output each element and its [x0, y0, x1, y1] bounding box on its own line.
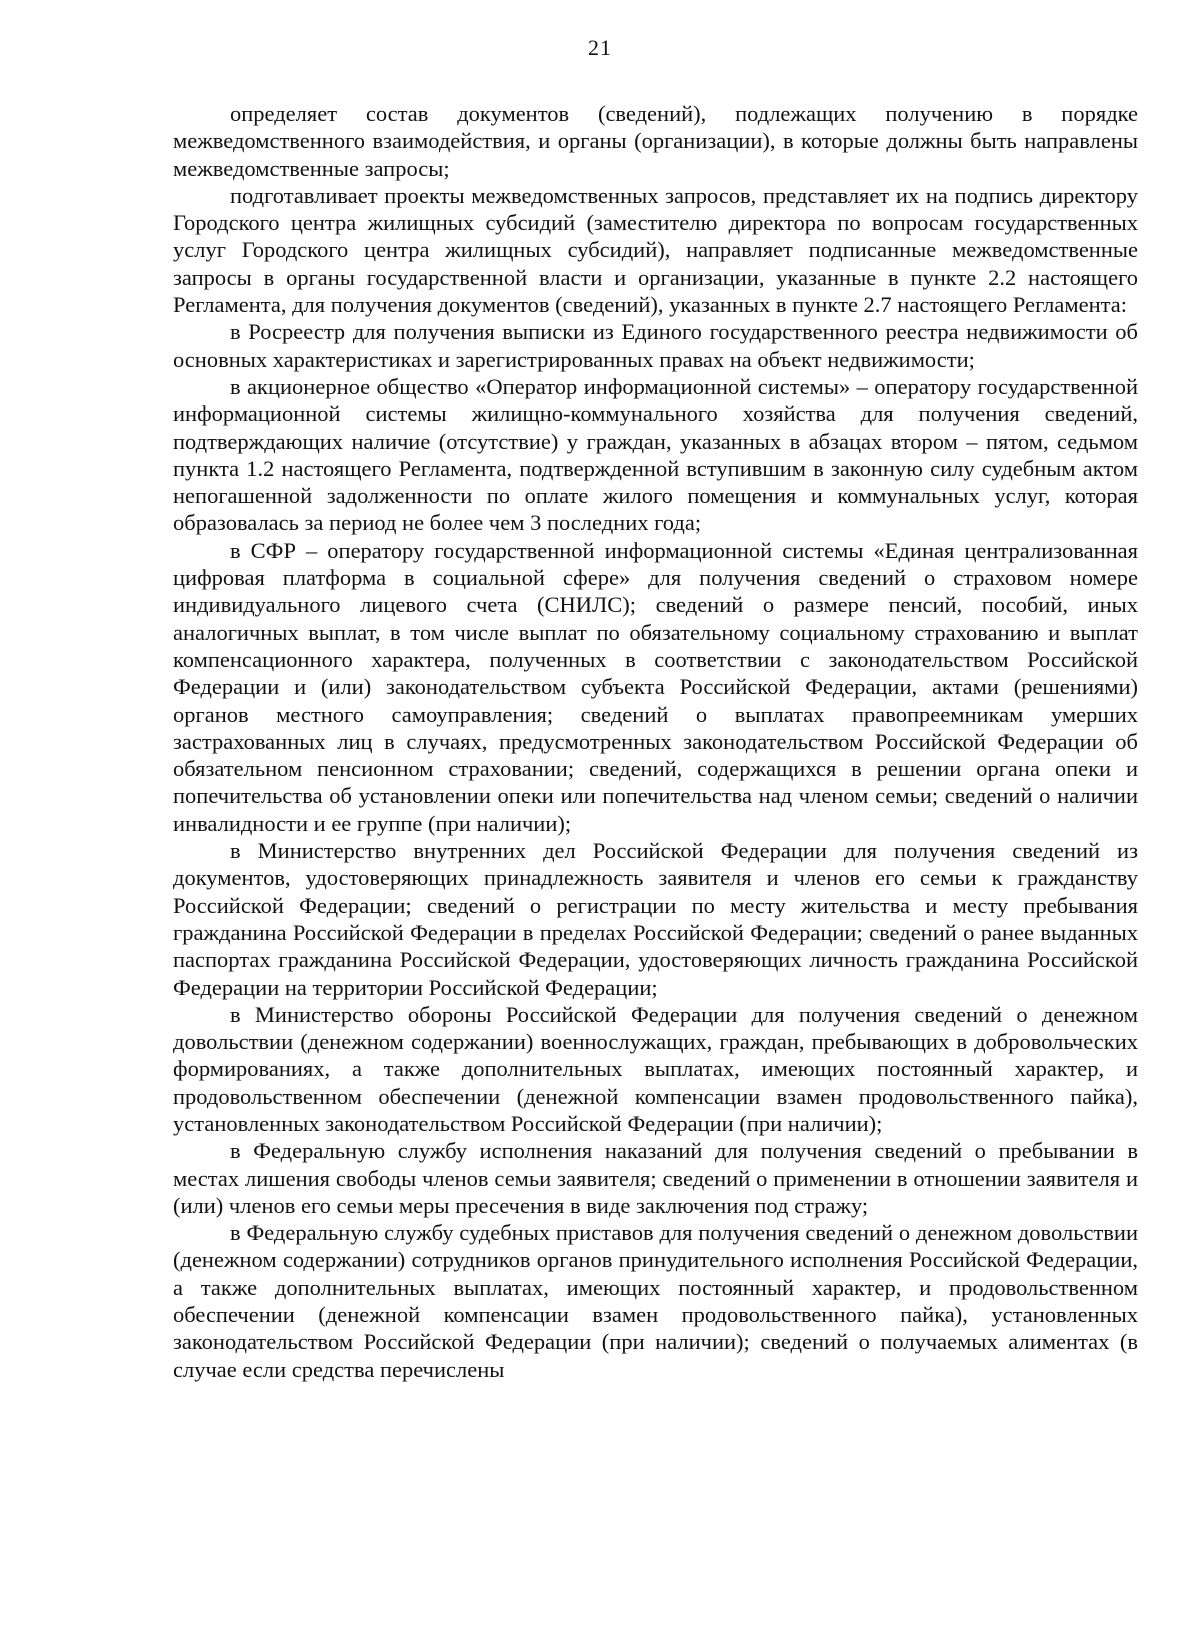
- paragraph-prepares-requests: подготавливает проекты межведомственных запросов, представляет их на подпись директору Городского центра жилищных субсидий (заместителю директора по вопросам государственных услуг Городского центра жилищных субсидий), направляет подписанные межведомственные запросы в органы государственной власти и организации, указанные в пункте 2.2 настоящего Регламента, для получения документов (сведений), указанных в пункте 2.7 настоящего Регламента:: [173, 182, 1138, 318]
- paragraph-defense-ministry: в Министерство обороны Российской Федерации для получения сведений о денежном довольствии (денежном содержании) военнослужащих, граждан, пребывающих в добровольческих формированиях, а также дополнительных выплатах, имеющих постоянный характер, и продовольственном обеспечении (денежной компенсации взамен продовольственного пайка), установленных законодательством Российской Федерации (при наличии);: [173, 1001, 1138, 1136]
- paragraph-bailiffs-service: в Федеральную службу судебных приставов для получения сведений о денежном довольствии (денежном содержании) сотрудников органов принудительного исполнения Российской Федерации, а также дополнительных выплатах, имеющих постоянный характер, и продовольственном обеспечении (денежной компенсации взамен продовольственного пайка), установленных законодательством Российской Федерации (при наличии); сведений о получаемых алиментах (в случае если средства перечислены: [173, 1220, 1138, 1382]
- paragraph-interior-ministry: в Министерство внутренних дел Российской Федерации для получения сведений из документов, удостоверяющих принадлежность заявителя и членов его семьи к гражданству Российской Федерации; сведений о регистрации по месту жительства и месту пребывания гражданина Российской Федерации в пределах Российской Федерации; сведений о ранее выданных паспортах гражданина Российской Федерации, удостоверяющих личность гражданина Российской Федерации на территории Российской Федерации;: [173, 838, 1138, 1000]
- paragraph-information-system-operator: в акционерное общество «Оператор информационной системы» – оператору государственной информационной системы жилищно-коммунального хозяйства для получения сведений, подтверждающих наличие (отсутствие) у граждан, указанных в абзацах втором – пятом, седьмом пункта 1.2 настоящего Регламента, подтвержденной вступившим в законную силу судебным актом непогашенной задолженности по оплате жилого помещения и коммунальных услуг, которая образовалась за период не более чем 3 последних года;: [173, 373, 1138, 536]
- document-body: [173, 100, 1138, 1383]
- paragraph-penitentiary-service: в Федеральную службу исполнения наказаний для получения сведений о пребывании в местах лишения свободы членов семьи заявителя; сведений о применении в отношении заявителя и (или) членов его семьи меры пресечения в виде заключения под стражу;: [173, 1138, 1138, 1218]
- paragraph-sfr: в СФР – оператору государственной информационной системы «Единая централизованная цифровая платформа в социальной сфере» для получения сведений о страховом номере индивидуального лицевого счета (СНИЛС); сведений о размере пенсий, пособий, иных аналогичных выплат, в том числе выплат по обязательному социальному страхованию и выплат компенсационного характера, полученных в соответствии с законодательством Российской Федерации и (или) законодательством субъекта Российской Федерации, актами (решениями) органов местного самоуправления; сведений о выплатах правопреемникам умерших застрахованных лиц в случаях, предусмотренных законодательством Российской Федерации об обязательном пенсионном страховании; сведений, содержащихся в решении органа опеки и попечительства об установлении опеки или попечительства над членом семьи; сведений о наличии инвалидности и ее группе (при наличии);: [173, 537, 1138, 836]
- paragraph-documents-composition: определяет состав документов (сведений), подлежащих получению в порядке межведомственного взаимодействия, и органы (организации), в которые должны быть направлены межведомственные запросы;: [173, 101, 1138, 181]
- paragraph-rosreestr: в Росреестр для получения выписки из Единого государственного реестра недвижимости об основных характеристиках и зарегистрированных правах на объект недвижимости;: [173, 319, 1138, 372]
- page-number: 21: [588, 35, 612, 60]
